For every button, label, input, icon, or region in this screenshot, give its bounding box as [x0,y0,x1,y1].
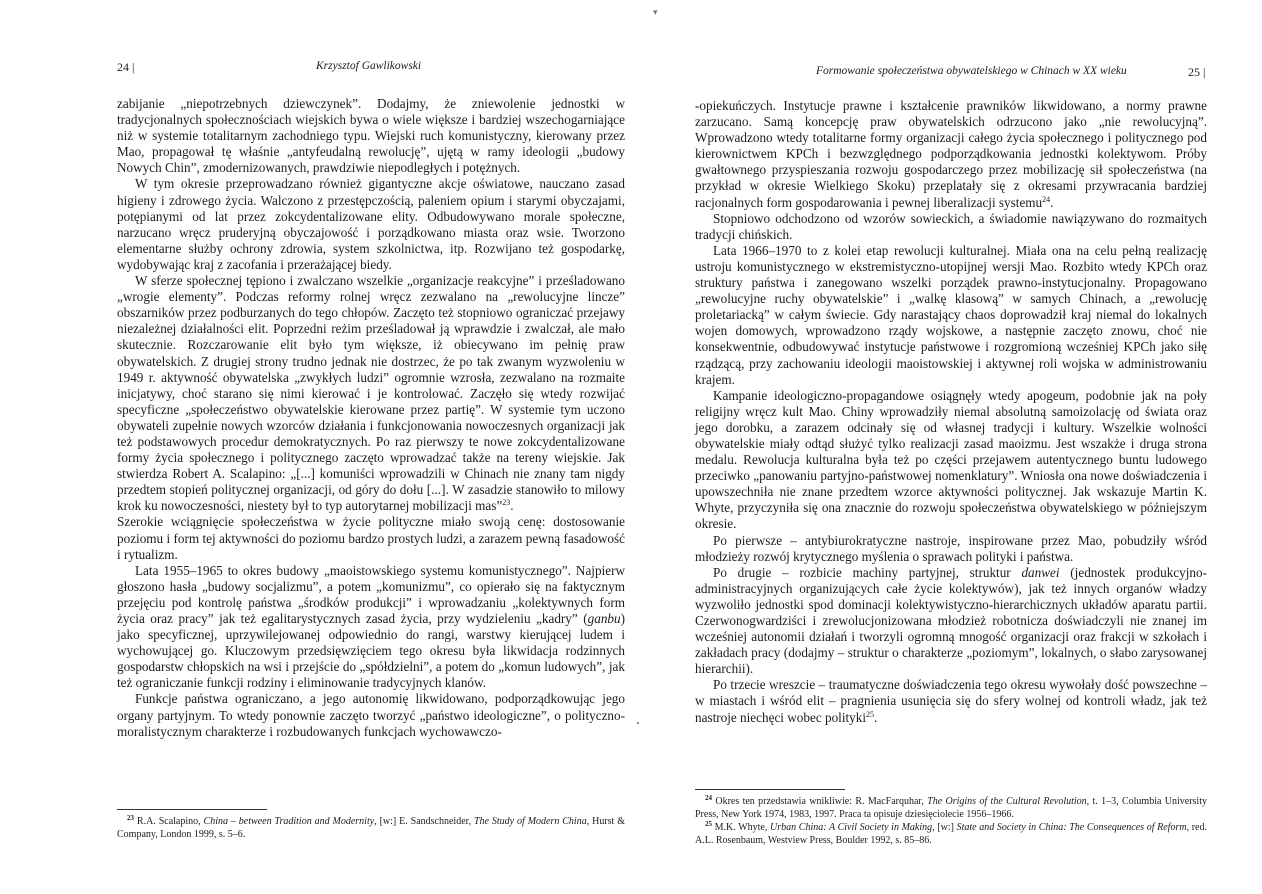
footnote-number: 25 [705,820,712,828]
page-body [117,96,625,740]
paragraph-text: ) jako specyficznej, uprzywilejowanej odpowiednio do rangi, warstwy kierującej ludem i wychowującej go. Kluczowym przedsięwzięciem tego okresu była likwidacja rodzinnych gospodarstw chłopskich na wsi i przejście do „spółdzielni”, a potem do „komun ludowych”, jak też ograniczanie funkcji rodziny i eliminowanie tradycyjnych klanów. [117,611,625,691]
paragraph: W tym okresie przeprowadzano również gigantyczne akcje oświatowe, nauczano zasad higieny i zdrowego życia. Walczono z przestępczością, paleniem opium i starymi obyczajami, potępianymi od lat przez zokcydentalizowane elity. Odbudowywano morale społeczne, narzucano wręcz pruderyjną obyczajowość i porządkowano miasta oraz wsie. Tworzono elementarne służby ochrony zdrowia, system szkolnictwa, itp. Rozwijano też gospodarkę, wydobywając kraj z zacofania i przerażającej biedy. [117,176,625,272]
page-number: 24 | [117,60,135,74]
paragraph: Funkcje państwa ograniczano, a jego autonomię likwidowano, podporządkowując jego organy partyjnym. To wtedy ponownie zaczęto tworzyć „państwo ideologiczne”, o polityczno-moralistycznym charakterze i rozbudowanych funkcjach wychowawczo- [117,691,625,739]
paragraph: Po pierwsze – antybiurokratyczne nastroje, inspirowane przez Mao, pobudziły wśród młodzieży rozwój krytycznego myślenia o sprawach polityki i państwa. [695,532,1207,564]
footnote-text: M.K. Whyte, [714,822,771,833]
footnote-text: , [w:] [932,822,957,833]
paragraph: Szerokie wciągnięcie społeczeństwa w życie polityczne miało swoją cenę: dostosowanie poziomu i form tej aktywności do poziomu bardzo prostych ludzi, a zarazem pewną fasadowość i rytualizm. [117,514,625,562]
paragraph: Kampanie ideologiczno-propagandowe osiągnęły wtedy apogeum, podobnie jak na poły religijny wręcz kult Mao. Chiny wprowadziły niemal absolutną samoizolację od świata oraz jego dorobku, a zarazem odcinały się od własnej tradycji i kultury. Wszelkie wolności obywatelskie miały odtąd służyć tylko realizacji zasad maoizmu. Jest wszakże i druga strona medalu. Rewolucja kulturalna była też po części przejawem autentycznego buntu ludowego przeciwko „panowaniu partyjno-państwowej nomenklatury”. Wniosła ona nowe doświadczenia i upowszechniła nie znane przedtem wzorce aktywności politycznej. Jak wskazuje Martin K. Whyte, przyczyniła się ona znacznie do rozwoju społeczeństwa obywatelskiego w późniejszym okresie. [695,387,1207,532]
footnote-title: China – between Tradition and Modernity [203,816,375,827]
paragraph: Stopniowo odchodzono od wzorów sowieckich, a świadomie nawiązywano do rozmaitych tradycji chińskich. [695,210,1207,242]
footnote-ref[interactable]: 24 [1042,194,1051,204]
paragraph: W sferze społecznej tępiono i zwalczano wszelkie „organizacje reakcyjne” i prześladowano „wrogie elementy”. Podczas reformy rolnej wręcz zezwalano na „rewolucyjne lincze” obszarników przez podburzanych do tego chłopów. Zaczęto też stopniowo ograniczać przejawy niezależnej działalności elit. Poprzedni reżim prześladował ją wprawdzie i zwalczał, ale mało skutecznie. Rozczarowanie elit było tym większe, iż obiecywano im pełnię praw obywatelskich. Z drugiej strony trudno jednak nie dostrzec, że po tak zwanym wyzwoleniu w 1949 r. aktywność obywatelska „zwykłych ludzi” ogromnie wzrosła, zezwalano na rozmaite inicjatywy, choć starano się nimi kierować i je kontrolować. Zaczęło się wtedy rozwijać specyficzne „społeczeństwo obywatelskie kierowane przez partię”. W systemie tym uczono obywateli zupełnie nowych wzorców działania i funkcjonowania nowoczesnych organizacji jak też podstawowych procedur demokratycznych. Po raz pierwszy te nowe zokcydentalizowane formy życia społecznego i politycznego zaczęto wprowadzać także na tereny wiejskie. Jak stwierdza Robert A. Scalapino: „[...] komuniści wprowadzili w Chinach nie znany tam nigdy przedtem stopień politycznej organizacji, od góry do dołu [...]. W zasadzie stanowiło to milowy krok ku nowoczesności, niestety był to typ autorytarnej mobilizacji mas”$^{23}$. [117,273,625,514]
scan-gutter-mark: ▾ [653,8,658,18]
paragraph: Lata 1966–1970 to z kolei etap rewolucji kulturalnej. Miała ona na celu pełną realizację ustroju komunistycznego w ekstremistyczno-utopijnej wersji Mao. Rozbito wtedy KPCh oraz struktury państwa i zanegowano wszelki porządek prawno-instytucjonalny. Propagowano „rewolucyjne ruchy obywatelskie” i „walkę klasową” w samych Chinach, a „rewolucję proletariacką” w całym świecie. Gdy narastający chaos doprowadził kraj niemal do lokalnych wojen domowych, wprowadzono rządy wojskowe, a następnie zaczęto znowu, choć nie konsekwentnie, odbudowywać instytucje państwowe i rozgromioną wcześniej KPCh jako siłę rządzącą, przy zachowaniu ideologii maoistowskiej i aktywnej roli wojska w administrowaniu krajem. [695,242,1207,387]
footnote-title: State and Society in China: The Consequences of Reform [956,822,1187,833]
footnote-number: 23 [127,814,134,822]
footnote-divider [117,809,267,810]
italic-term: ganbu [587,611,621,626]
paragraph-text: -opiekuńczych. Instytucje prawne i kształcenie prawników likwidowano, a normy prawne zarzucano. Samą koncepcję praw obywatelskich odrzucono jako „nie rewolucyjną”. Wprowadzono wtedy totalitarne formy organizacji całego życia społecznego i politycznego pod kierownictwem KPCh i bezwzględnego podporządkowania jednostki kolektywom. Próby gwałtownego przyspieszania rozwoju gospodarczego przez mobilizację sił społeczeństwa (na przykład w okresie Wielkiego Skoku) przeplatały się z okresami przywracania bardziej racjonalnych form gospodarowania i pewnej liberalizacji systemu [695,98,1207,210]
footnote-text: , red. A.L. Rosenbaum, Westview Press, Boulder 1992, s. 85–86. [695,822,1207,846]
footnote-text: Okres ten przedstawia wnikliwie: R. MacFarquhar, [715,796,928,807]
footnote-text: R.A. Scalapino, [136,816,204,827]
footnote-title: The Origins of the Cultural Revolution [927,796,1087,807]
running-head-title: Formowanie społeczeństwa obywatelskiego w Chinach w XX wieku [816,65,1127,77]
footnote-number: 24 [705,794,712,802]
footnotes [117,815,625,841]
running-head-author: Krzysztof Gawlikowski [316,60,422,72]
footnote-text: , [w:] E. Sandschneider, [374,816,474,827]
footnote [117,815,625,841]
page-body [695,98,1207,726]
right-page [631,0,1262,894]
footnote-title: The Study of Modern China [473,816,587,827]
footnotes [695,795,1207,847]
page-number: 25 | [1188,65,1206,79]
paragraph: zabijanie „niepotrzebnych dziewczynek”. Dodajmy, że zniewolenie jednostki w tradycjonalnych społecznościach wiejskich bywa o wiele większe i bardziej wszechogarniające niż w systemie totalitarnym zachodniego typu. Wiejski ruch komunistyczny, kierowany przez Mao, propagował tę właśnie „antyfeudalną rewolucję”, ujętą w ramy ideologii „budowy Nowych Chin”, zmodernizowanych, prawdziwie niepodległych i potężnych. [117,96,625,176]
footnote [695,821,1207,847]
paragraph-text: W sferze społecznej tępiono i zwalczano wszelkie „organizacje reakcyjne” i prześladowano „wrogie elementy”. Podczas reformy rolnej wręcz zezwalano na „rewolucyjne lincze” obszarników przez podburzanych do tego chłopów. Zaczęto też stopniowo ograniczać przejawy niezależnej działalności elit. Poprzedni reżim prześladował ją wprawdzie i zwalczał, ale mało skutecznie. Rozczarowanie elit było tym większe, iż obiecywano im pełnię praw obywatelskich. Z drugiej strony trudno jednak nie dostrzec, że po tak zwanym wyzwoleniu w 1949 r. aktywność obywatelska „zwykłych ludzi” ogromnie wzrosła, zezwalano na rozmaite inicjatywy, choć starano się nimi kierować i je kontrolować. Zaczęło się wtedy rozwijać specyficzne „społeczeństwo obywatelskie kierowane przez partię”. W systemie tym uczono obywateli zupełnie nowych wzorców działania i funkcjonowania nowoczesnych organizacji jak też podstawowych procedur demokratycznych. Po raz pierwszy te nowe zokcydentalizowane formy życia społecznego i politycznego zaczęto wprowadzać także na tereny wiejskie. Jak stwierdza Robert A. Scalapino: „[...] komuniści wprowadzili w Chinach nie znany tam nigdy przedtem stopień politycznej organizacji, od góry do dołu [...]. W zasadzie stanowiło to milowy krok ku nowoczesności, niestety był to typ autorytarnej mobilizacji mas” [117,273,625,514]
footnote-ref[interactable]: 23 [502,498,511,508]
footnote-ref[interactable]: 25 [866,709,875,719]
paragraph-text: Lata 1955–1965 to okres budowy „maoistowskiego systemu komunistycznego”. Najpierw głoszono hasła „budowy socjalizmu”, a potem „komunizmu”, co opierało się na faktycznym przejęciu pod kontrolę państwa „środków produkcji” i wprowadzaniu „kolektywnych form życia oraz pracy” jak też egalitarystycznych zasad życia, przy wydzieleniu „kadry” ( [117,562,625,626]
paragraph [117,563,625,692]
footnote [695,795,1207,821]
paragraph-text: Po trzecie wreszcie – traumatyczne doświadczenia tego okresu wywołały dość powszechne – w miastach i wśród elit – pragnienia usunięcia się do sfery wolnej od kontroli władz, jak też nastroje niechęci wobec polityki [695,677,1207,725]
footnote-title: Urban China: A Civil Society in Making [770,822,933,833]
paragraph: -opiekuńczych. Instytucje prawne i kształcenie prawników likwidowano, a normy prawne zarzucano. Samą koncepcję praw obywatelskich odrzucono jako „nie rewolucyjną”. Wprowadzono wtedy totalitarne formy organizacji całego życia społecznego i politycznego pod kierownictwem KPCh i bezwzględnego podporządkowania jednostki kolektywom. Próby gwałtownego przyspieszania rozwoju gospodarczego przez mobilizację sił społeczeństwa (na przykład w okresie Wielkiego Skoku) przeplatały się z okresami przywracania bardziej racjonalnych form gospodarowania i pewnej liberalizacji systemu$^{24}$. [695,98,1207,210]
paragraph: Po trzecie wreszcie – traumatyczne doświadczenia tego okresu wywołały dość powszechne – w miastach i wśród elit – pragnienia usunięcia się do sfery wolnej od kontroli władz, jak też nastroje niechęci wobec polityki$^{25}$. [695,677,1207,725]
footnote-divider [695,789,845,790]
footnote-text: , Hurst & Company, London 1999, s. 5–6. [117,816,626,840]
italic-term: danwei [1021,564,1060,580]
paragraph-text: (jednostek produkcyjno-administracyjnych organizujących całe życie kolektywów), jak też innych organów władzy wyzwoliło jednostki spod dominacji kolektywistyczno-hierarchicznych układów aparatu partii. Czerwonogwardziści i zrewolucjonizowana młodzież robotnicza doświadczyli nie znanej im wcześniej autonomii działań i tworzyli ogromną mnogość organizacji oraz frakcji w szkołach i zakładach pracy (dodajmy – struktur o charakterze „poziomym”, lokalnych, o słabo zarysowanej hierarchii). [695,564,1208,677]
paragraph [695,565,1207,678]
paragraph-text: Po drugie – rozbicie machiny partyjnej, struktur [713,564,1022,580]
footnote-text: , t. 1–3, Columbia University Press, New York 1974, 1983, 1997. Praca ta opisuje dziesięciolecie 1956–1966. [695,796,1207,820]
